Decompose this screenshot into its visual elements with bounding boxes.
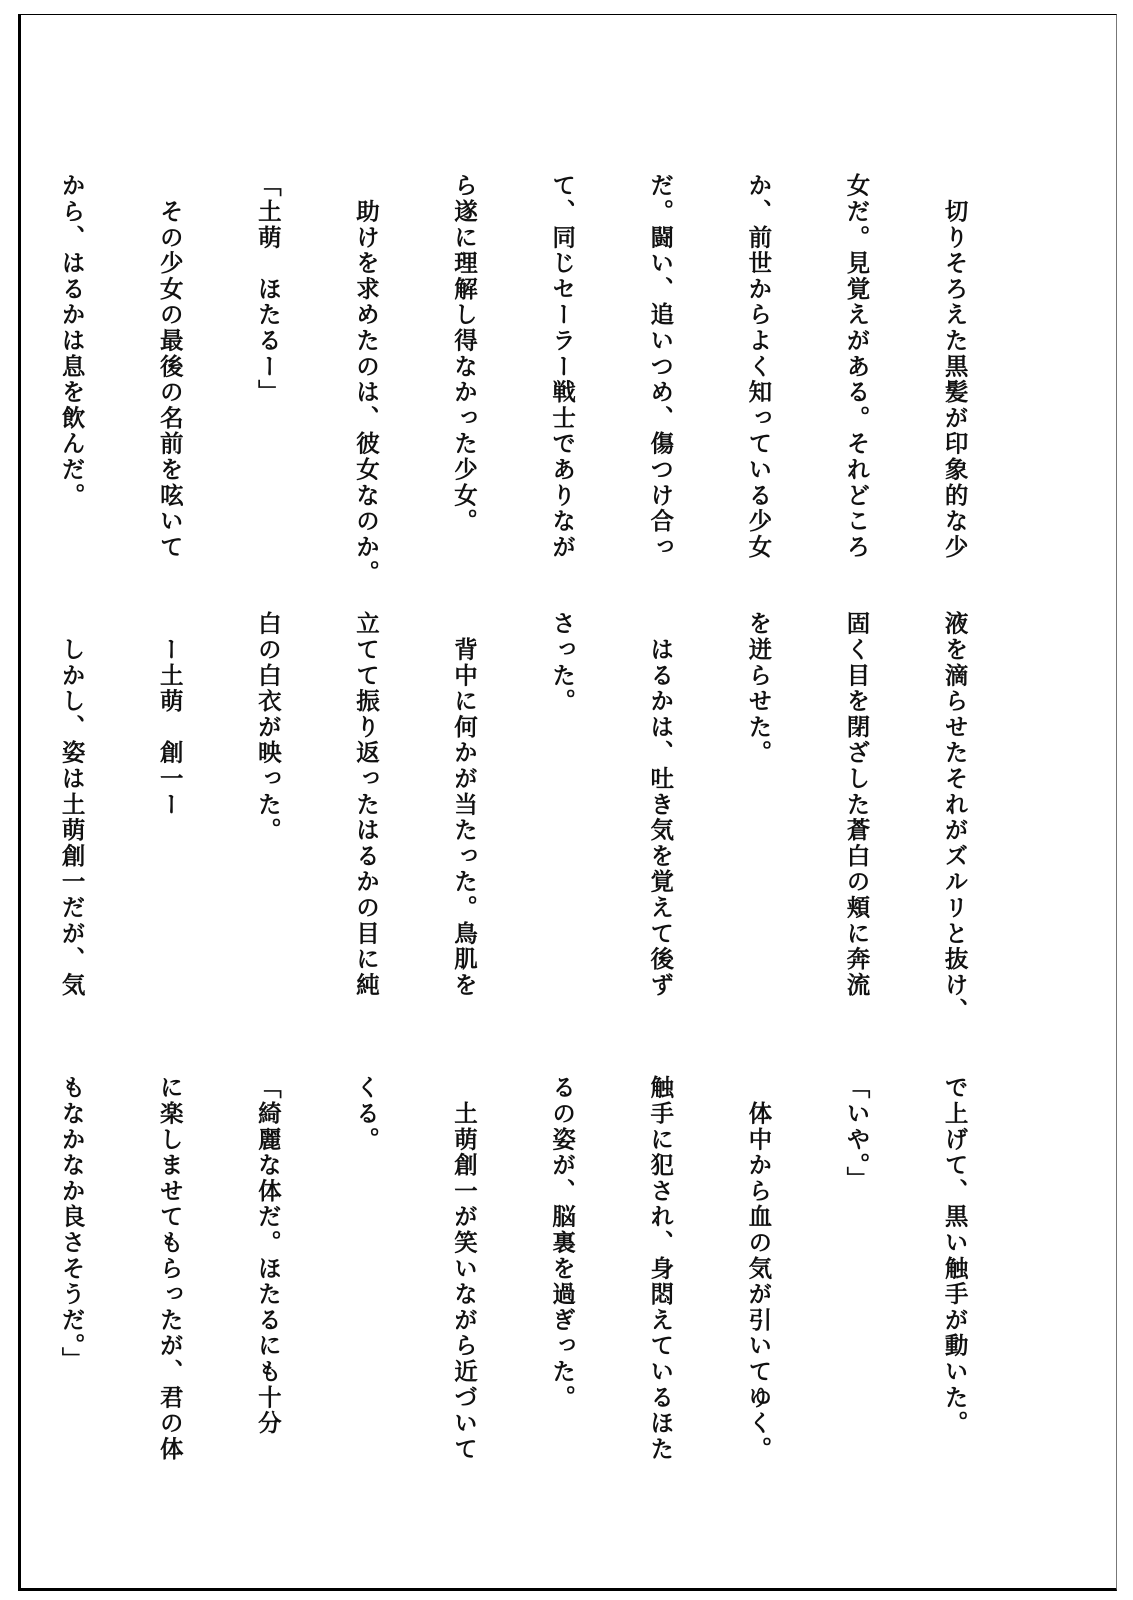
text-line: くる。 bbox=[351, 1075, 380, 1153]
text-line: か、前世からよく知っている少女 bbox=[744, 173, 773, 560]
text-line: 触手に犯され、身悶えているほた bbox=[646, 1075, 675, 1462]
text-line: 切りそろえた黒髪が印象的な少 bbox=[940, 173, 969, 560]
text-line: 背中に何かが当たった。鳥肌を bbox=[450, 611, 479, 998]
text-line: 土萌創一が笑いながら近づいて bbox=[450, 1075, 479, 1462]
text-line: 「いや。」 bbox=[842, 1075, 871, 1193]
text-line: その少女の最後の名前を呟いて bbox=[155, 173, 184, 560]
text-line: 助けを求めたのは、彼女なのか。 bbox=[351, 173, 380, 586]
text-line: るの姿が、脳裏を過ぎった。 bbox=[548, 1075, 577, 1411]
text-block-top bbox=[57, 173, 1036, 603]
text-line: 「土萌 ほたるー」 bbox=[253, 173, 282, 406]
text-line: 白の白衣が映った。 bbox=[253, 611, 282, 844]
text-line: はるかは、吐き気を覚えて後ず bbox=[646, 611, 675, 998]
text-line: 固く目を閉ざした蒼白の頬に奔流 bbox=[842, 611, 871, 998]
text-line: ー土萌 創一ー bbox=[155, 611, 184, 818]
text-line: から、はるかは息を飲んだ。 bbox=[57, 173, 86, 509]
text-line: ら遂に理解し得なかった少女。 bbox=[450, 173, 479, 535]
text-line: しかし、姿は土萌創一だが、気 bbox=[57, 611, 86, 998]
text-line: 「綺麗な体だ。ほたるにも十分 bbox=[253, 1075, 282, 1437]
text-line: 女だ。見覚えがある。それどころ bbox=[842, 173, 871, 560]
page-sheet bbox=[18, 14, 1117, 1591]
text-line: もなかなか良さそうだ。」 bbox=[57, 1075, 86, 1373]
text-line: て、同じセーラー戦士でありなが bbox=[548, 173, 577, 560]
text-block-middle bbox=[57, 611, 1036, 1041]
text-block-bottom bbox=[57, 1075, 1036, 1505]
text-line: で上げて、黒い触手が動いた。 bbox=[940, 1075, 969, 1437]
text-line: だ。闘い、追いつめ、傷つけ合っ bbox=[646, 173, 675, 560]
text-line: さった。 bbox=[548, 611, 577, 715]
text-line: 体中から血の気が引いてゆく。 bbox=[744, 1075, 773, 1462]
text-line: 液を滴らせたそれがズルリと抜け、 bbox=[940, 611, 969, 1024]
text-line: 立てて振り返ったはるかの目に純 bbox=[351, 611, 380, 998]
text-line: に楽しませてもらったが、君の体 bbox=[155, 1075, 184, 1462]
text-line: を迸らせた。 bbox=[744, 611, 773, 766]
